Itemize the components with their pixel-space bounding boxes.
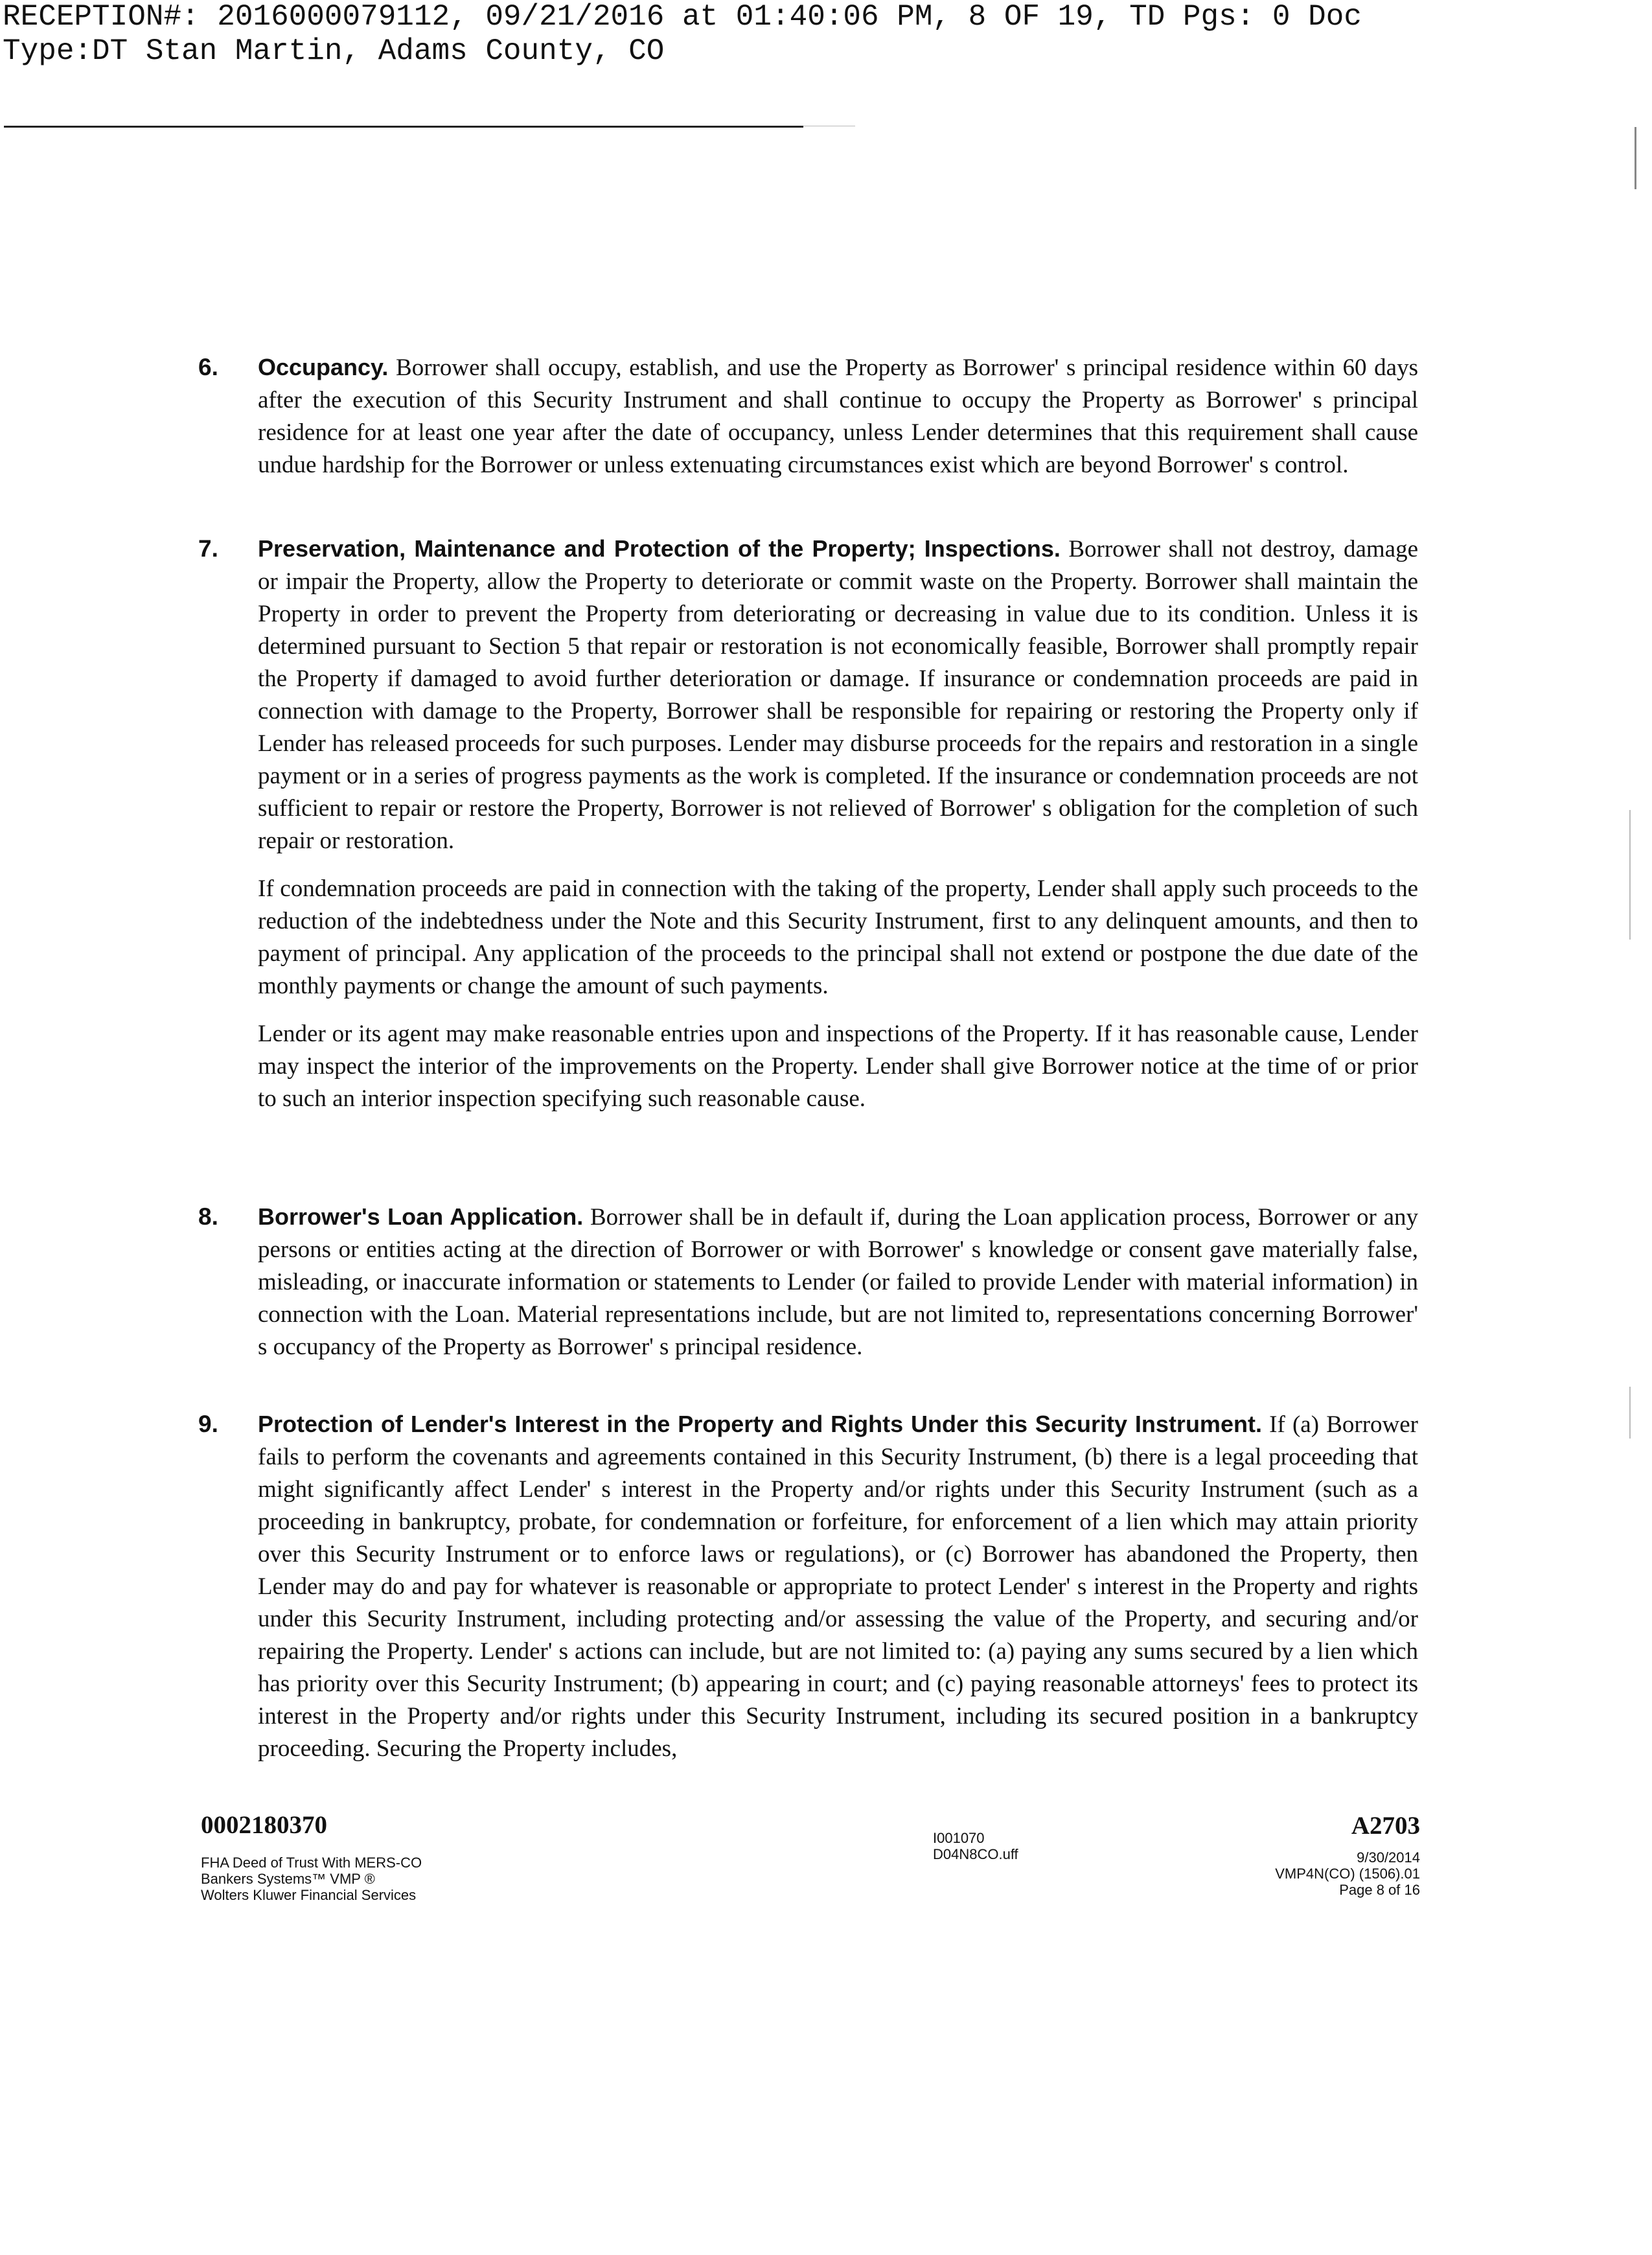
section-text: If (a) Borrower fails to perform the covenants and agreements contained in this Security Instrument, (b) there is a legal proceeding that might significantly affect Lender' s interest in the Property and/or rights under this Security Instrument (such as a proceeding in bankruptcy, probate, for condemnation or forfeiture, for enforcement of a lien which may attain priority over this Security Instrument or to enforce laws or regulations), or (c) Borrower has abandoned the Property, then Lender may do and pay for whatever is reasonable or appropriate to protect Lender' s interest in the Property and rights under this Security Instrument, including protecting and/or assessing the value of the Property, and securing and/or repairing the Property. Lender' s actions can include, but are not limited to: (a) paying any sums secured by a lien which has priority over this Security Instrument; (b) appearing in court; and (c) paying reasonable attorneys' fees to protect its interest in the Property and/or rights under this Security Instrument, including its secured position in a bankruptcy proceeding. Securing the Property includes, (258, 1411, 1418, 1762)
section-occupancy (258, 351, 1418, 497)
section-text: Borrower shall be in default if, during the Loan application process, Borrower or any persons or entities acting at the direction of Borrower or with Borrower' s knowledge or consent gave materially false, misleading, or inaccurate information or statements to Lender (or failed to provide Lender with material information) in connection with the Loan. Material representations include, but are not limited to, representations concerning Borrower' s occupancy of the Property as Borrower' s principal residence. (258, 1204, 1418, 1360)
document-id (933, 1830, 1018, 1862)
scan-mark (1629, 810, 1631, 940)
recording-header-line1: RECEPTION#: 2016000079112, 09/21/2016 at 01:40:06 PM, 8 OF 19, TD Pgs: 0 Doc (3, 0, 1362, 34)
section-preservation (258, 533, 1418, 1131)
section-number: 7. (198, 535, 218, 562)
section-number: 8. (198, 1203, 218, 1230)
form-info (201, 1855, 422, 1903)
section-protection-of-interest (258, 1408, 1418, 1781)
section-paragraph (258, 1408, 1418, 1765)
scan-mark (1635, 127, 1636, 189)
form-title: FHA Deed of Trust With MERS-CO (201, 1855, 422, 1871)
section-paragraph: Lender or its agent may make reasonable entries upon and inspections of the Property. If it has reasonable cause, Lender may inspect the interior of the improvements on the Property. Lender shall give Borrower notice at the time of or prior to such an interior inspection specifying such reasonable cause. (258, 1021, 1418, 1112)
form-vendor: Bankers Systems™ VMP ® (201, 1871, 375, 1887)
recording-header-line2: Type:DT Stan Martin, Adams County, CO (3, 34, 665, 68)
recording-header (3, 0, 1362, 69)
section-text: Borrower shall occupy, establish, and use the Property as Borrower' s principal residence within 60 days after the execution of this Security Instrument and shall continue to occupy the Property as Borrower' s principal residence for at least one year after the date of occupancy, unless Lender determines that this requirement shall cause undue hardship for the Borrower or unless extenuating circumstances exist which are beyond Borrower' s control. (258, 354, 1418, 478)
document-id-line1: I001070 (933, 1830, 985, 1846)
section-paragraph: If condemnation proceeds are paid in connection with the taking of the property, Lender shall apply such proceeds to the reduction of the indebtedness under the Note and this Security Instrument, first to any delinquent amounts, and then to payment of principal. Any application of the proceeds to the principal shall not extend or postpone the due date of the monthly payments or change the amount of such payments. (258, 875, 1418, 999)
section-paragraph (258, 1201, 1418, 1363)
section-paragraph (258, 533, 1418, 857)
section-paragraph (258, 351, 1418, 481)
header-rule (4, 126, 803, 128)
section-heading: Occupancy. (258, 354, 389, 380)
form-publisher: Wolters Kluwer Financial Services (201, 1887, 417, 1903)
page-number: Page 8 of 16 (1339, 1882, 1420, 1898)
loan-number: 0002180370 (201, 1811, 327, 1839)
section-heading: Protection of Lender's Interest in the Property and Rights Under this Security Instrument. (258, 1411, 1262, 1437)
form-reference (1275, 1810, 1420, 1898)
section-number: 9. (198, 1411, 218, 1437)
form-code: A2703 (1351, 1812, 1420, 1840)
scan-mark (1629, 1387, 1631, 1439)
form-date: 9/30/2014 (1357, 1849, 1420, 1866)
section-heading: Borrower's Loan Application. (258, 1203, 584, 1230)
section-text: Borrower shall not destroy, damage or impair the Property, allow the Property to deteriorate or commit waste on the Property. Borrower shall maintain the Property in order to prevent the Property from deteriorating or decreasing in value due to its condition. Unless it is determined pursuant to Section 5 that repair or restoration is not economically feasible, Borrower shall promptly repair the Property if damaged to avoid further deterioration or damage. If insurance or condemnation proceeds are paid in connection with damage to the Property, Borrower shall be responsible for repairing or restoring the Property only if Lender has released proceeds for such purposes. Lender may disburse proceeds for the repairs and restoration in a single payment or in a series of progress payments as the work is completed. If the insurance or condemnation proceeds are not sufficient to repair or restore the Property, Borrower is not relieved of Borrower' s obligation for the completion of such repair or restoration. (258, 536, 1419, 854)
section-loan-application (258, 1201, 1418, 1379)
section-heading: Preservation, Maintenance and Protection of the Property; Inspections. (258, 535, 1061, 562)
document-file-name: D04N8CO.uff (933, 1846, 1018, 1862)
form-number: VMP4N(CO) (1506).01 (1275, 1866, 1420, 1882)
section-number: 6. (198, 354, 218, 380)
